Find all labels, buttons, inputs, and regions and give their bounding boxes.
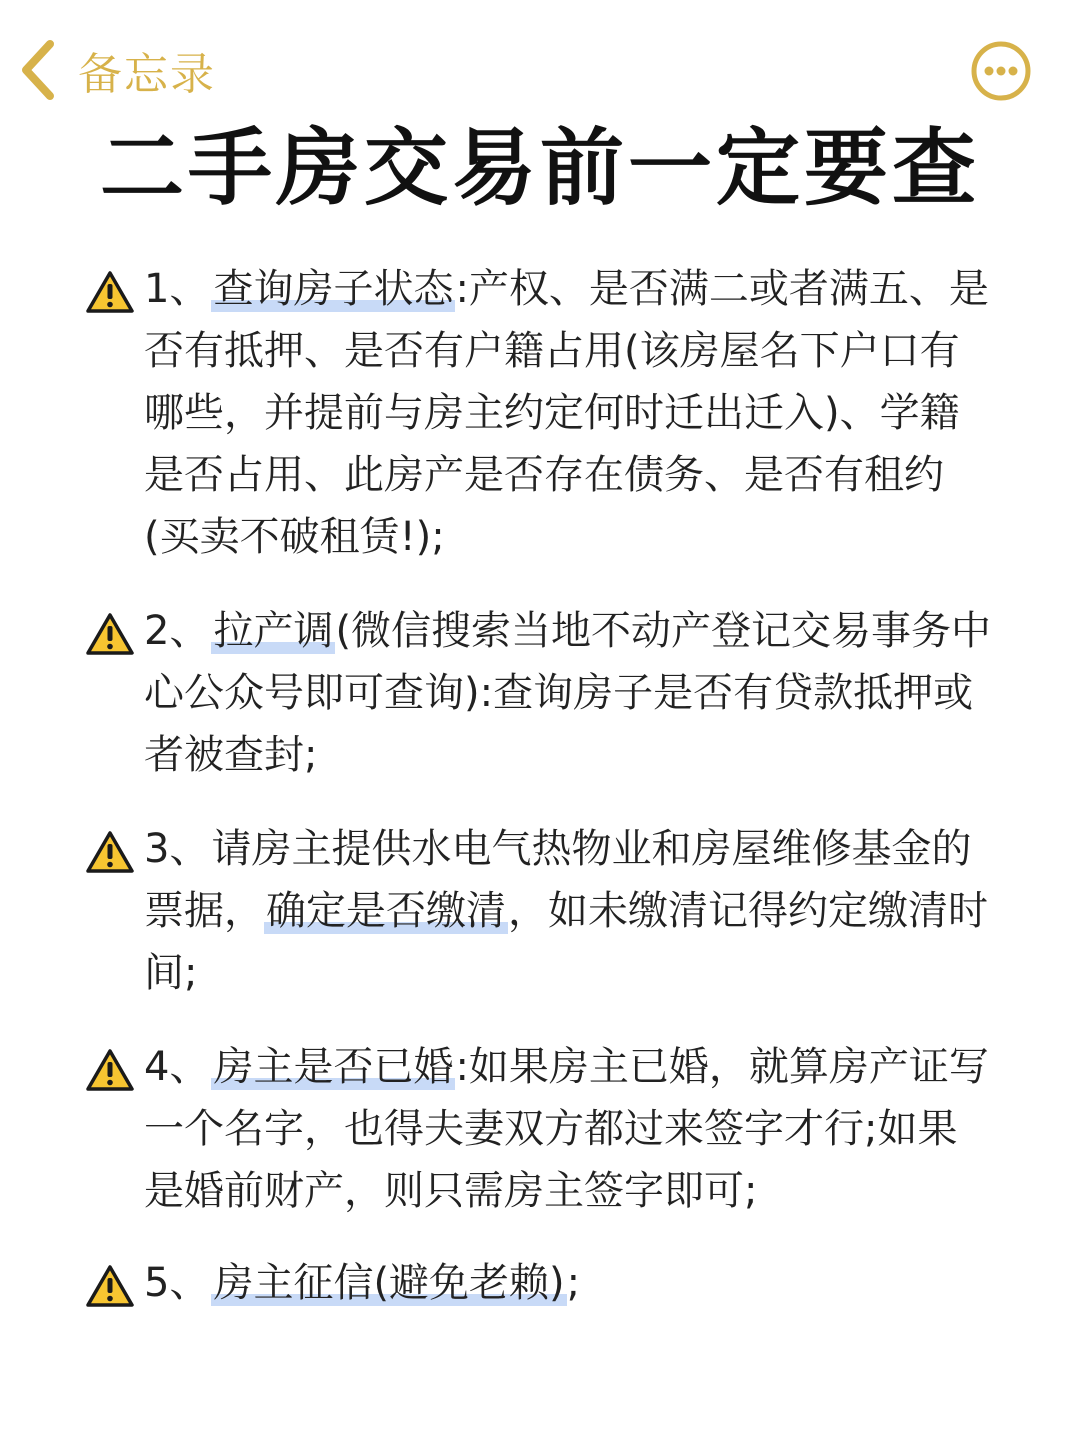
- warning-icon: [86, 1264, 134, 1308]
- item-body: :如果房主已婚，就算房产证写一个名字，也得夫妻双方都过来签字才行;如果是婚前财产，则只需房主签字即可;: [144, 1044, 989, 1214]
- warning-icon: [86, 830, 134, 874]
- item-highlight: 查询房子状态: [213, 266, 454, 312]
- item-text: [144, 600, 994, 786]
- warning-icon: [86, 612, 134, 656]
- warning-icon: [86, 1048, 134, 1092]
- item-number: 5、: [144, 1260, 210, 1306]
- item-text: [144, 258, 994, 568]
- item-number: 2、: [144, 608, 210, 654]
- item-text: [144, 818, 994, 1004]
- item-highlight: 房主是否已婚: [213, 1044, 454, 1090]
- item-highlight: 拉产调: [213, 608, 334, 654]
- item-highlight: 确定是否缴清: [266, 888, 506, 934]
- item-number: 1、: [144, 266, 210, 312]
- warning-icon: [86, 270, 134, 314]
- item-body: (微信搜索当地不动产登记交易事务中心公众号即可查询):查询房子是否有贷款抵押或者被查封;: [144, 608, 992, 778]
- item-body: ，如未缴清记得约定缴清时间;: [144, 888, 988, 996]
- item-number: 4、: [144, 1044, 210, 1090]
- back-label: 备忘录: [78, 49, 216, 100]
- item-number: 3、: [144, 826, 210, 872]
- item-highlight: 房主征信(避免老赖): [213, 1260, 565, 1306]
- item-text: [144, 1252, 994, 1314]
- page-title: 二手房交易前一定要查: [99, 119, 980, 217]
- item-body: ;: [566, 1260, 581, 1306]
- item-body-pre: 请房主提供水电气热物业和房屋维修基金的票据，: [144, 826, 972, 934]
- item-text: [144, 1036, 994, 1222]
- item-body: :产权、是否满二或者满五、是否有抵押、是否有户籍占用(该房屋名下户口有哪些，并提前与房主约定何时迁出迁入)、学籍是否占用、此房产是否存在债务、是否有租约(买卖不破租赁!);: [144, 266, 989, 560]
